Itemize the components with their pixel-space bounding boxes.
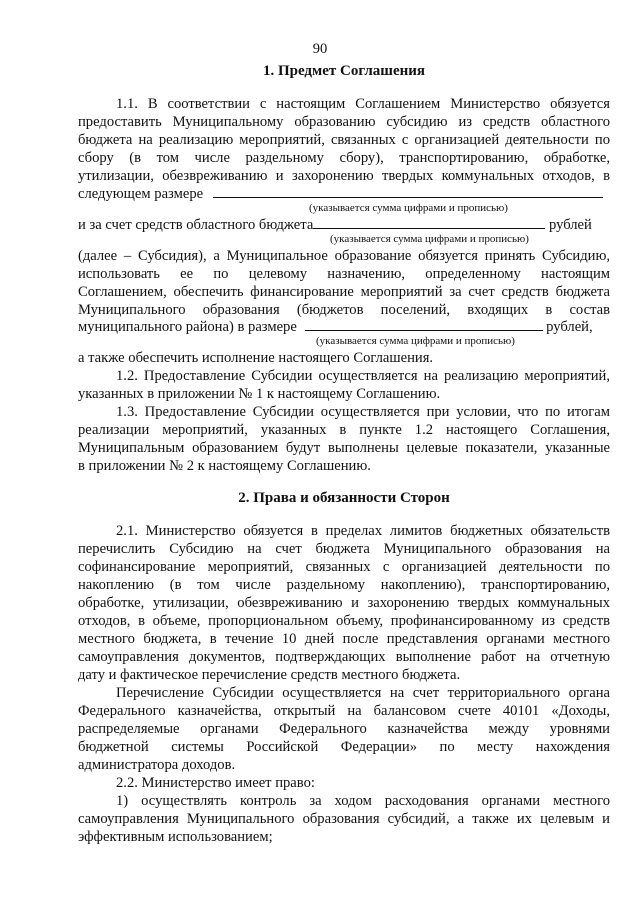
regional-budget-line — [78, 216, 610, 234]
paragraph-line: отходов, в объеме, пропорциональном объему, профинансированному из средств — [78, 613, 610, 629]
paragraph-line: 2.1. Министерство обязуется в пределах лимитов бюджетных обязательств — [116, 523, 610, 539]
paragraph-line: местного бюджета, в течение 10 дней после представления органами местного — [78, 631, 610, 647]
paragraph-line: распределяемые органами Федерального казначейства между уровнями — [78, 721, 610, 737]
paragraph-line: предоставить Муниципальному образованию субсидию из средств областного — [78, 114, 610, 130]
district-amount-line — [78, 318, 610, 336]
rubles-label: рублей — [548, 217, 592, 233]
regional-budget-hint: (указывается сумма цифрами и прописью) — [330, 233, 529, 245]
paragraph-line: реализации мероприятий, указанных в пункте 1.2 настоящего Соглашения, — [78, 422, 610, 438]
paragraph-line: обработке, утилизации, обезвреживанию и захоронению твердых коммунальных — [78, 595, 610, 611]
paragraph-line: дату и фактическое перечисление средств местного бюджета. — [78, 667, 461, 683]
paragraph-line: перечислить Субсидию на счет бюджета Муниципального образования на — [78, 541, 610, 557]
amount-blank-field — [213, 185, 603, 198]
paragraph-line: сбору (в том числе раздельному сбору), транспортированию, обработке, — [78, 150, 610, 166]
paragraph-line: бюджета на реализацию мероприятий, связанных с организацией деятельности по — [78, 132, 610, 148]
paragraph-line: а также обеспечить исполнение настоящего Соглашения. — [78, 350, 434, 366]
paragraph-line: 1) осуществлять контроль за ходом расходования органами местного — [116, 793, 610, 809]
district-label: муниципального района) в размере — [78, 319, 297, 335]
paragraph-line: 1.1. В соответствии с настоящим Соглашением Министерство обязуется — [116, 96, 610, 112]
paragraph-line: Муниципальным образованием будут выполнены целевые показатели, указанные — [78, 440, 610, 456]
paragraph-line: указанных в приложении № 1 к настоящему Соглашению. — [78, 386, 441, 402]
paragraph-line: Перечисление Субсидии осуществляется на счет территориального органа — [116, 685, 610, 701]
paragraph-line: утилизации, обезвреживанию и захоронению твердых коммунальных отходов, в — [78, 168, 610, 184]
paragraph-line: 2.2. Министерство имеет право: — [116, 775, 315, 791]
paragraph-line: эффективным использованием; — [78, 829, 273, 845]
regional-budget-label: и за счет средств областного бюджета — [78, 217, 314, 233]
paragraph-line: (далее – Субсидия), а Муниципальное образование обязуется принять Субсидию, — [78, 248, 610, 264]
paragraph-line: 1.2. Предоставление Субсидии осуществляется на реализацию мероприятий, — [116, 368, 610, 384]
paragraph-line: администратора доходов. — [78, 757, 236, 773]
district-blank-field — [305, 318, 543, 331]
paragraph-line: самоуправления документов, подтверждающих выполнение работ на отчетную — [78, 649, 610, 665]
district-hint: (указывается сумма цифрами и прописью) — [316, 335, 515, 347]
paragraph-line: софинансирование мероприятий, связанных с организацией деятельности по — [78, 559, 610, 575]
amount-label: следующем размере — [78, 186, 204, 202]
section-1-heading: 1. Предмет Соглашения — [262, 63, 426, 79]
paragraph-line: самоуправления Муниципального образования субсидий, а также их целевым и — [78, 811, 610, 827]
paragraph-line: бюджетной системы Российской Федерации» по месту нахождения — [78, 739, 610, 755]
page-number: 90 — [312, 41, 328, 57]
amount-line — [78, 185, 610, 203]
paragraph-line: Соглашением, обеспечить финансирование мероприятий за счет средств бюджета — [78, 284, 610, 300]
paragraph-line: Муниципального образования (бюджетов поселений, входящих в состав — [78, 302, 610, 318]
paragraph-line: накоплению (в том числе раздельному накоплению), транспортированию, — [78, 577, 610, 593]
paragraph-line: Федерального казначейства, открытый на балансовом счете 40101 «Доходы, — [78, 703, 610, 719]
regional-budget-blank-field — [313, 216, 545, 229]
section-2-heading: 2. Права и обязанности Сторон — [238, 490, 450, 506]
rubles-label: рублей, — [546, 319, 593, 335]
amount-hint: (указывается сумма цифрами и прописью) — [309, 202, 508, 214]
paragraph-line: в приложении № 2 к настоящему Соглашению. — [78, 458, 371, 474]
paragraph-line: 1.3. Предоставление Субсидии осуществляется при условии, что по итогам — [116, 404, 610, 420]
paragraph-line: использовать ее по целевому назначению, определенному настоящим — [78, 266, 610, 282]
